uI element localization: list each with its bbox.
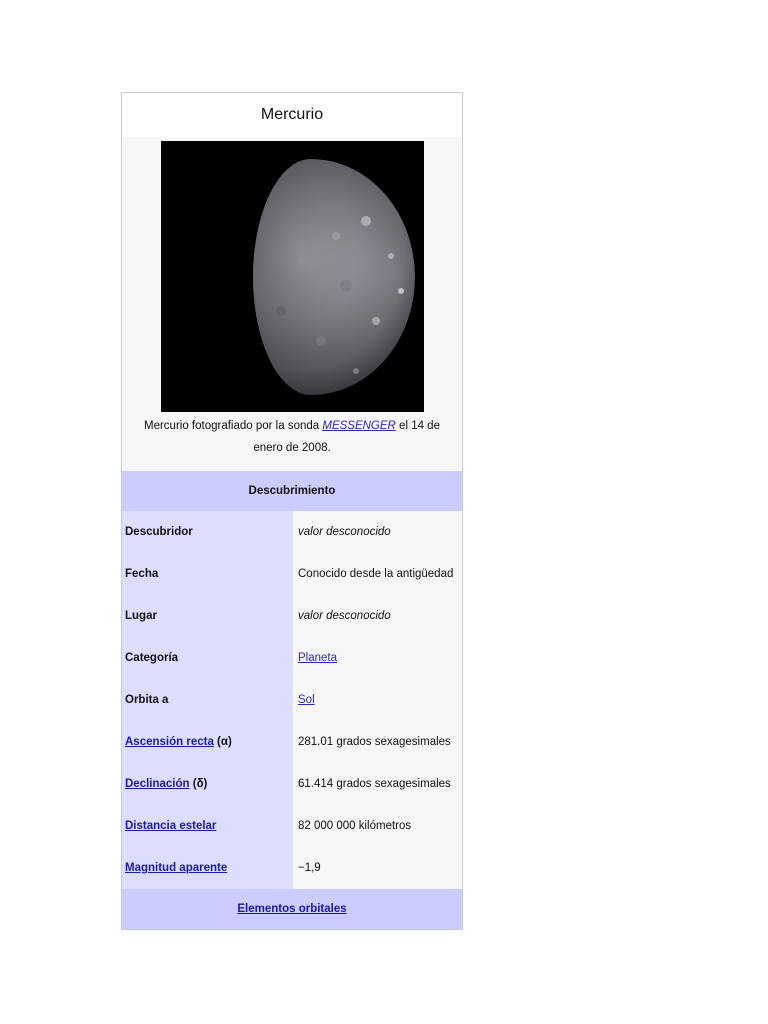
apparent-magnitude-link[interactable]: Magnitud aparente bbox=[125, 862, 228, 874]
sol-link[interactable]: Sol bbox=[298, 694, 315, 706]
row-declination bbox=[122, 763, 462, 805]
label-right-ascension bbox=[122, 721, 293, 763]
row-stellar-distance bbox=[122, 805, 462, 847]
label-discoverer: Descubridor bbox=[122, 511, 293, 553]
planet-photo[interactable] bbox=[161, 141, 424, 412]
row-place bbox=[122, 595, 462, 637]
label-place: Lugar bbox=[122, 595, 293, 637]
section-header-orbital bbox=[122, 889, 462, 929]
stellar-distance-link[interactable]: Distancia estelar bbox=[125, 820, 217, 832]
label-orbits: Orbita a bbox=[122, 679, 293, 721]
label-category: Categoría bbox=[122, 637, 293, 679]
value-discoverer: valor desconocido bbox=[293, 511, 462, 553]
value-declination: 61.414 grados sexagesimales bbox=[293, 763, 462, 805]
image-caption bbox=[134, 415, 450, 459]
row-date bbox=[122, 553, 462, 595]
orbital-elements-link[interactable]: Elementos orbitales bbox=[237, 903, 347, 915]
infobox-title: Mercurio bbox=[122, 93, 462, 137]
label-apparent-magnitude bbox=[122, 847, 293, 889]
value-apparent-magnitude: −1,9 bbox=[293, 847, 462, 889]
row-apparent-magnitude bbox=[122, 847, 462, 889]
infobox bbox=[121, 92, 463, 930]
value-date: Conocido desde la antigüedad bbox=[293, 553, 462, 595]
right-ascension-symbol: (α) bbox=[213, 736, 232, 748]
label-declination bbox=[122, 763, 293, 805]
declination-symbol: (δ) bbox=[189, 778, 208, 790]
label-date: Fecha bbox=[122, 553, 293, 595]
mercury-image bbox=[161, 141, 424, 412]
section-header-discovery: Descubrimiento bbox=[122, 471, 462, 511]
value-place: valor desconocido bbox=[293, 595, 462, 637]
row-discoverer bbox=[122, 511, 462, 553]
value-category bbox=[293, 637, 462, 679]
row-category bbox=[122, 637, 462, 679]
label-stellar-distance bbox=[122, 805, 293, 847]
row-orbits bbox=[122, 679, 462, 721]
planeta-link[interactable]: Planeta bbox=[298, 652, 338, 664]
messenger-link[interactable]: MESSENGER bbox=[322, 420, 396, 432]
right-ascension-link[interactable]: Ascensión recta bbox=[125, 736, 214, 748]
image-area bbox=[122, 137, 462, 471]
caption-text-after: el 14 de enero de 2008. bbox=[253, 420, 440, 454]
declination-link[interactable]: Declinación bbox=[125, 778, 190, 790]
value-right-ascension: 281.01 grados sexagesimales bbox=[293, 721, 462, 763]
value-orbits bbox=[293, 679, 462, 721]
row-right-ascension bbox=[122, 721, 462, 763]
value-stellar-distance: 82 000 000 kilómetros bbox=[293, 805, 462, 847]
caption-text-before: Mercurio fotografiado por la sonda bbox=[144, 420, 323, 432]
